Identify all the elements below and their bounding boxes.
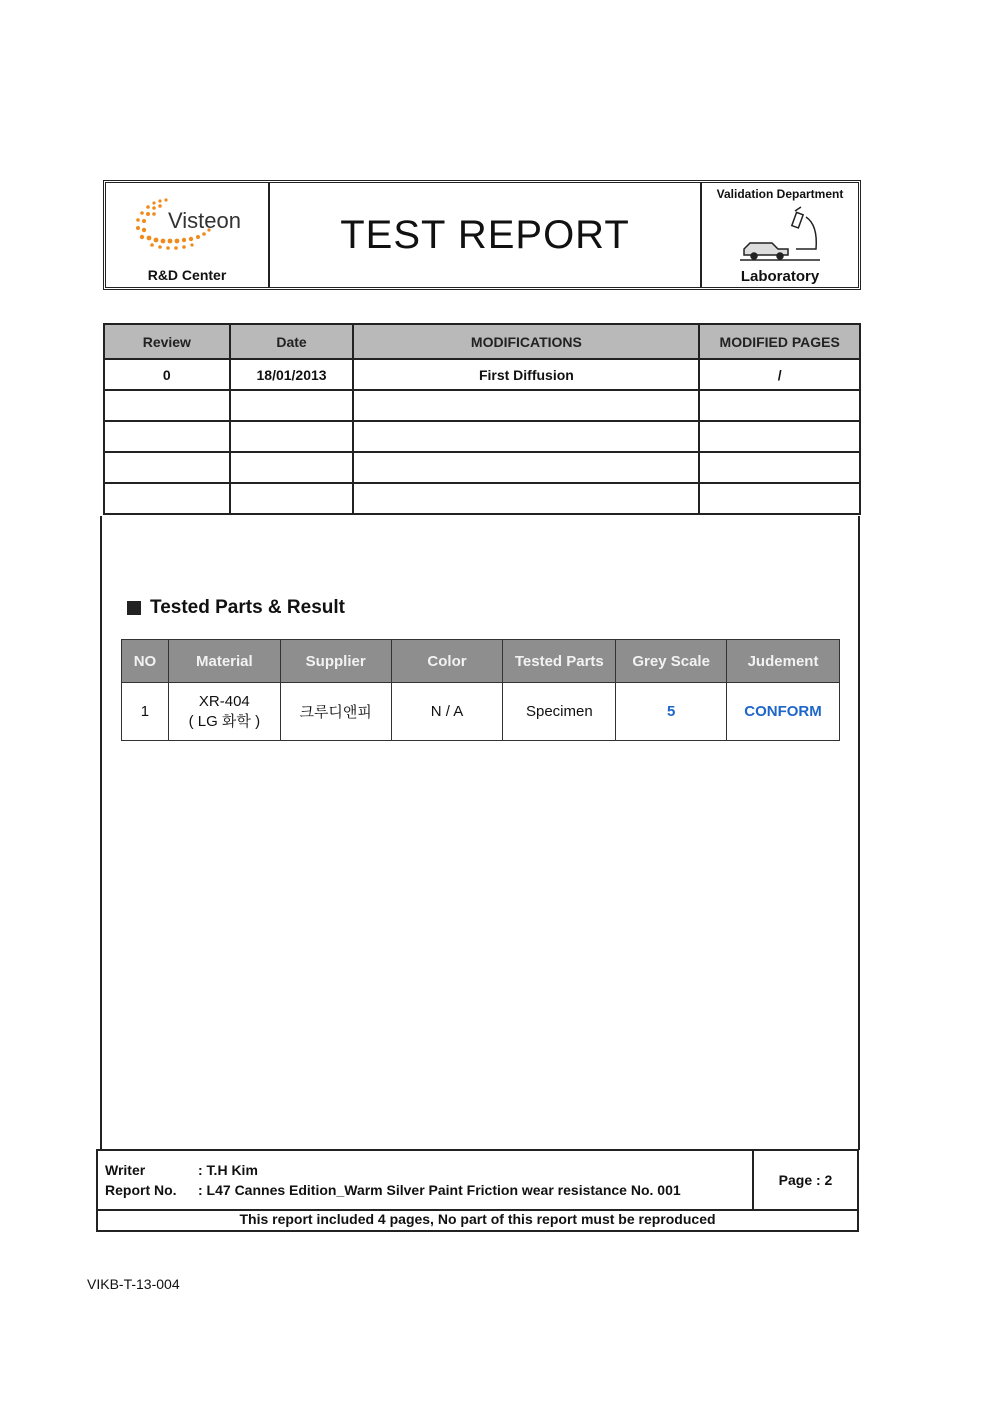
modifications-cell xyxy=(353,483,699,514)
department-label: Validation Department xyxy=(716,187,844,201)
revision-header-row xyxy=(104,324,860,359)
column-header-supplier: Supplier xyxy=(280,640,391,683)
bullet-square-icon xyxy=(127,601,141,615)
footer-note: This report included 4 pages, No part of this report must be reproduced xyxy=(239,1211,716,1227)
date-cell xyxy=(230,452,354,483)
column-header-judgement: Judement xyxy=(727,640,840,683)
report-header xyxy=(103,180,861,290)
color-cell: N / A xyxy=(391,683,503,741)
modified-pages-cell xyxy=(699,452,860,483)
column-header-grey-scale: Grey Scale xyxy=(616,640,727,683)
supplier-cell: 크루디앤피 xyxy=(280,683,391,741)
column-header-tested-parts: Tested Parts xyxy=(503,640,616,683)
brand-name: Visteon xyxy=(168,208,241,233)
table-row xyxy=(104,483,860,514)
table-row xyxy=(104,390,860,421)
material-name: XR-404 xyxy=(198,692,250,710)
rd-center-label: R&D Center xyxy=(147,267,227,283)
modified-pages-cell: / xyxy=(699,359,860,390)
date-cell xyxy=(230,483,354,514)
material-cell xyxy=(168,683,280,741)
table-row xyxy=(104,421,860,452)
no-cell: 1 xyxy=(122,683,169,741)
column-header-modified-pages: MODIFIED PAGES xyxy=(699,324,860,359)
report-no-label: Report No. xyxy=(105,1182,177,1198)
modifications-cell xyxy=(353,452,699,483)
review-cell xyxy=(104,452,230,483)
modifications-cell: First Diffusion xyxy=(353,359,699,390)
footer-info-row xyxy=(98,1151,857,1211)
review-cell xyxy=(104,421,230,452)
result-header-row xyxy=(122,640,840,683)
grey-scale-cell: 5 xyxy=(616,683,727,741)
writer-label: Writer xyxy=(105,1162,146,1178)
column-header-modifications: MODIFICATIONS xyxy=(353,324,699,359)
result-table xyxy=(121,639,840,741)
section-title xyxy=(127,597,345,619)
document-id: VIKB-T-13-004 xyxy=(87,1276,180,1292)
writer-value: : T.H Kim xyxy=(198,1162,258,1178)
modified-pages-cell xyxy=(699,421,860,452)
report-footer xyxy=(96,1149,859,1232)
page-number: Page : 2 xyxy=(752,1151,857,1209)
column-header-material: Material xyxy=(168,640,280,683)
table-row xyxy=(104,452,860,483)
modifications-cell xyxy=(353,421,699,452)
report-no-value: : L47 Cannes Edition_Warm Silver Paint Friction wear resistance No. 001 xyxy=(198,1182,681,1198)
review-cell xyxy=(104,390,230,421)
table-row xyxy=(104,359,860,390)
lab-label: Laboratory xyxy=(740,268,820,285)
column-header-date: Date xyxy=(230,324,354,359)
lab-cell xyxy=(702,183,858,287)
page-title: TEST REPORT xyxy=(340,212,630,257)
date-cell xyxy=(230,390,354,421)
review-cell xyxy=(104,483,230,514)
section-title-text: Tested Parts & Result xyxy=(150,597,345,618)
judgement-cell: CONFORM xyxy=(727,683,840,741)
column-header-review: Review xyxy=(104,324,230,359)
title-cell xyxy=(270,183,702,287)
lab-car-icon xyxy=(740,205,830,265)
modified-pages-cell xyxy=(699,483,860,514)
logo-cell xyxy=(106,183,270,287)
column-header-color: Color xyxy=(391,640,503,683)
column-header-no: NO xyxy=(122,640,169,683)
date-cell: 18/01/2013 xyxy=(230,359,354,390)
table-row xyxy=(122,683,840,741)
date-cell xyxy=(230,421,354,452)
modifications-cell xyxy=(353,390,699,421)
revision-table xyxy=(103,323,861,515)
material-maker: ( LG 화학 ) xyxy=(188,712,261,730)
review-cell: 0 xyxy=(104,359,230,390)
tested-parts-cell: Specimen xyxy=(503,683,616,741)
modified-pages-cell xyxy=(699,390,860,421)
